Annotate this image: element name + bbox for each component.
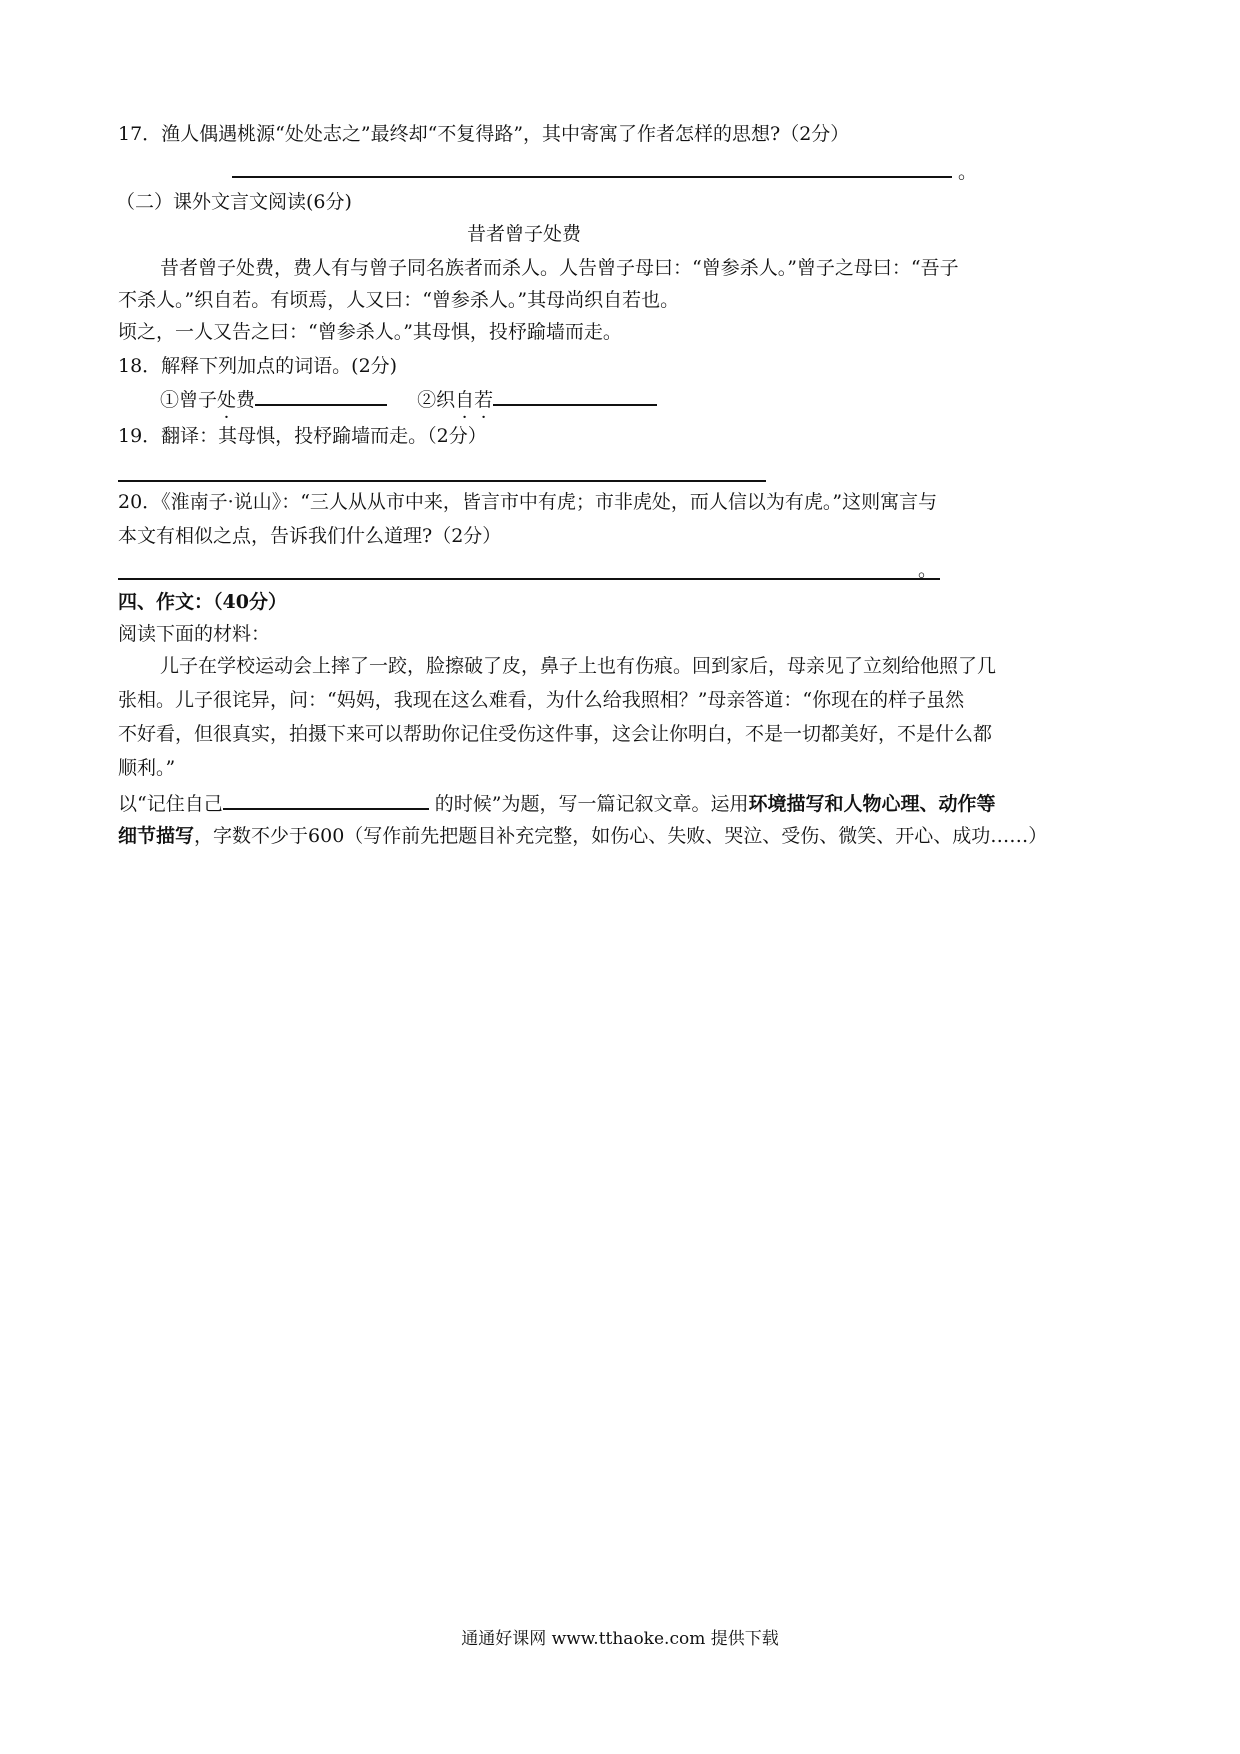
q18-item1-dotted: 处 xyxy=(217,389,237,411)
section2-heading: （二）课外文言文阅读(6分) xyxy=(116,191,352,213)
essay-prompt-line-1: 以“记住自己 的时候”为题，写一篇记叙文章。运用环境描写和人物心理、动作等 xyxy=(118,790,996,816)
essay-title-blank[interactable] xyxy=(223,790,429,810)
q18-text: 18．解释下列加点的词语。(2分) xyxy=(118,355,398,377)
q18-item1-prefix: ①曾子 xyxy=(160,389,218,411)
q19-answer-line[interactable] xyxy=(118,480,766,482)
q17-answer-line[interactable] xyxy=(232,176,952,178)
q18-item1-suffix: 费 xyxy=(236,389,256,411)
q20-line-1: 20．《淮南子·说山》：“三人从从市中来，皆言市中有虎；市非虎处，而人信以为有虎。”这则寓言与 xyxy=(118,491,938,513)
essay-material-line-4: 顺利。” xyxy=(118,757,176,779)
section4-intro: 阅读下面的材料： xyxy=(118,623,271,645)
passage-title: 昔者曾子处费 xyxy=(467,223,582,245)
passage-line-2: 不杀人。”织自若。有顷焉，人又曰：“曾参杀人。”其母尚织自若也。 xyxy=(118,289,680,311)
q17-end: 。 xyxy=(958,161,978,183)
footer: 通通好课网 www.tthaoke.com 提供下载 xyxy=(461,1629,779,1649)
q18-item1-blank[interactable] xyxy=(255,386,387,406)
passage-line-1: 昔者曾子处费，费人有与曾子同名族者而杀人。人告曾子母曰：“曾参杀人。”曾子之母曰：“吾子 xyxy=(160,257,959,279)
q18-item2-blank[interactable] xyxy=(493,386,657,406)
essay-material-line-1: 儿子在学校运动会上摔了一跤，脸擦破了皮，鼻子上也有伤痕。回到家后，母亲见了立刻给他照了几 xyxy=(160,655,997,677)
passage-line-3: 顷之，一人又告之曰：“曾参杀人。”其母惧，投杼踰墙而走。 xyxy=(118,321,622,343)
q18-item2-prefix: ②织 xyxy=(417,389,456,411)
q20-line-2: 本文有相似之点，告诉我们什么道理?（2分） xyxy=(118,525,502,547)
q20-answer-line[interactable] xyxy=(118,578,940,580)
q18-item2-dotted1: 自 xyxy=(455,389,475,411)
essay-prompt-line-2: 细节描写，字数不少于600（写作前先把题目补充完整，如伤心、失败、哭泣、受伤、微笑、开心、成功……） xyxy=(118,825,1048,847)
essay-material-line-3: 不好看，但很真实，拍摄下来可以帮助你记住受伤这件事，这会让你明白，不是一切都美好，不是什么都 xyxy=(118,723,993,745)
q18-items xyxy=(160,386,657,412)
essay-material-line-2: 张相。儿子很诧异，问：“妈妈，我现在这么难看，为什么给我照相？”母亲答道：“你现在的样子虽然 xyxy=(118,689,965,711)
q18-item2-dotted2: 若 xyxy=(474,389,494,411)
q20-end: 。 xyxy=(918,559,938,581)
section4-heading: 四、作文：（40分） xyxy=(118,591,287,613)
q17-text: 17．渔人偶遇桃源“处处志之”最终却“不复得路”，其中寄寓了作者怎样的思想?（2分） xyxy=(118,123,850,145)
q19-text: 19．翻译：其母惧，投杼踰墙而走。（2分） xyxy=(118,425,487,447)
